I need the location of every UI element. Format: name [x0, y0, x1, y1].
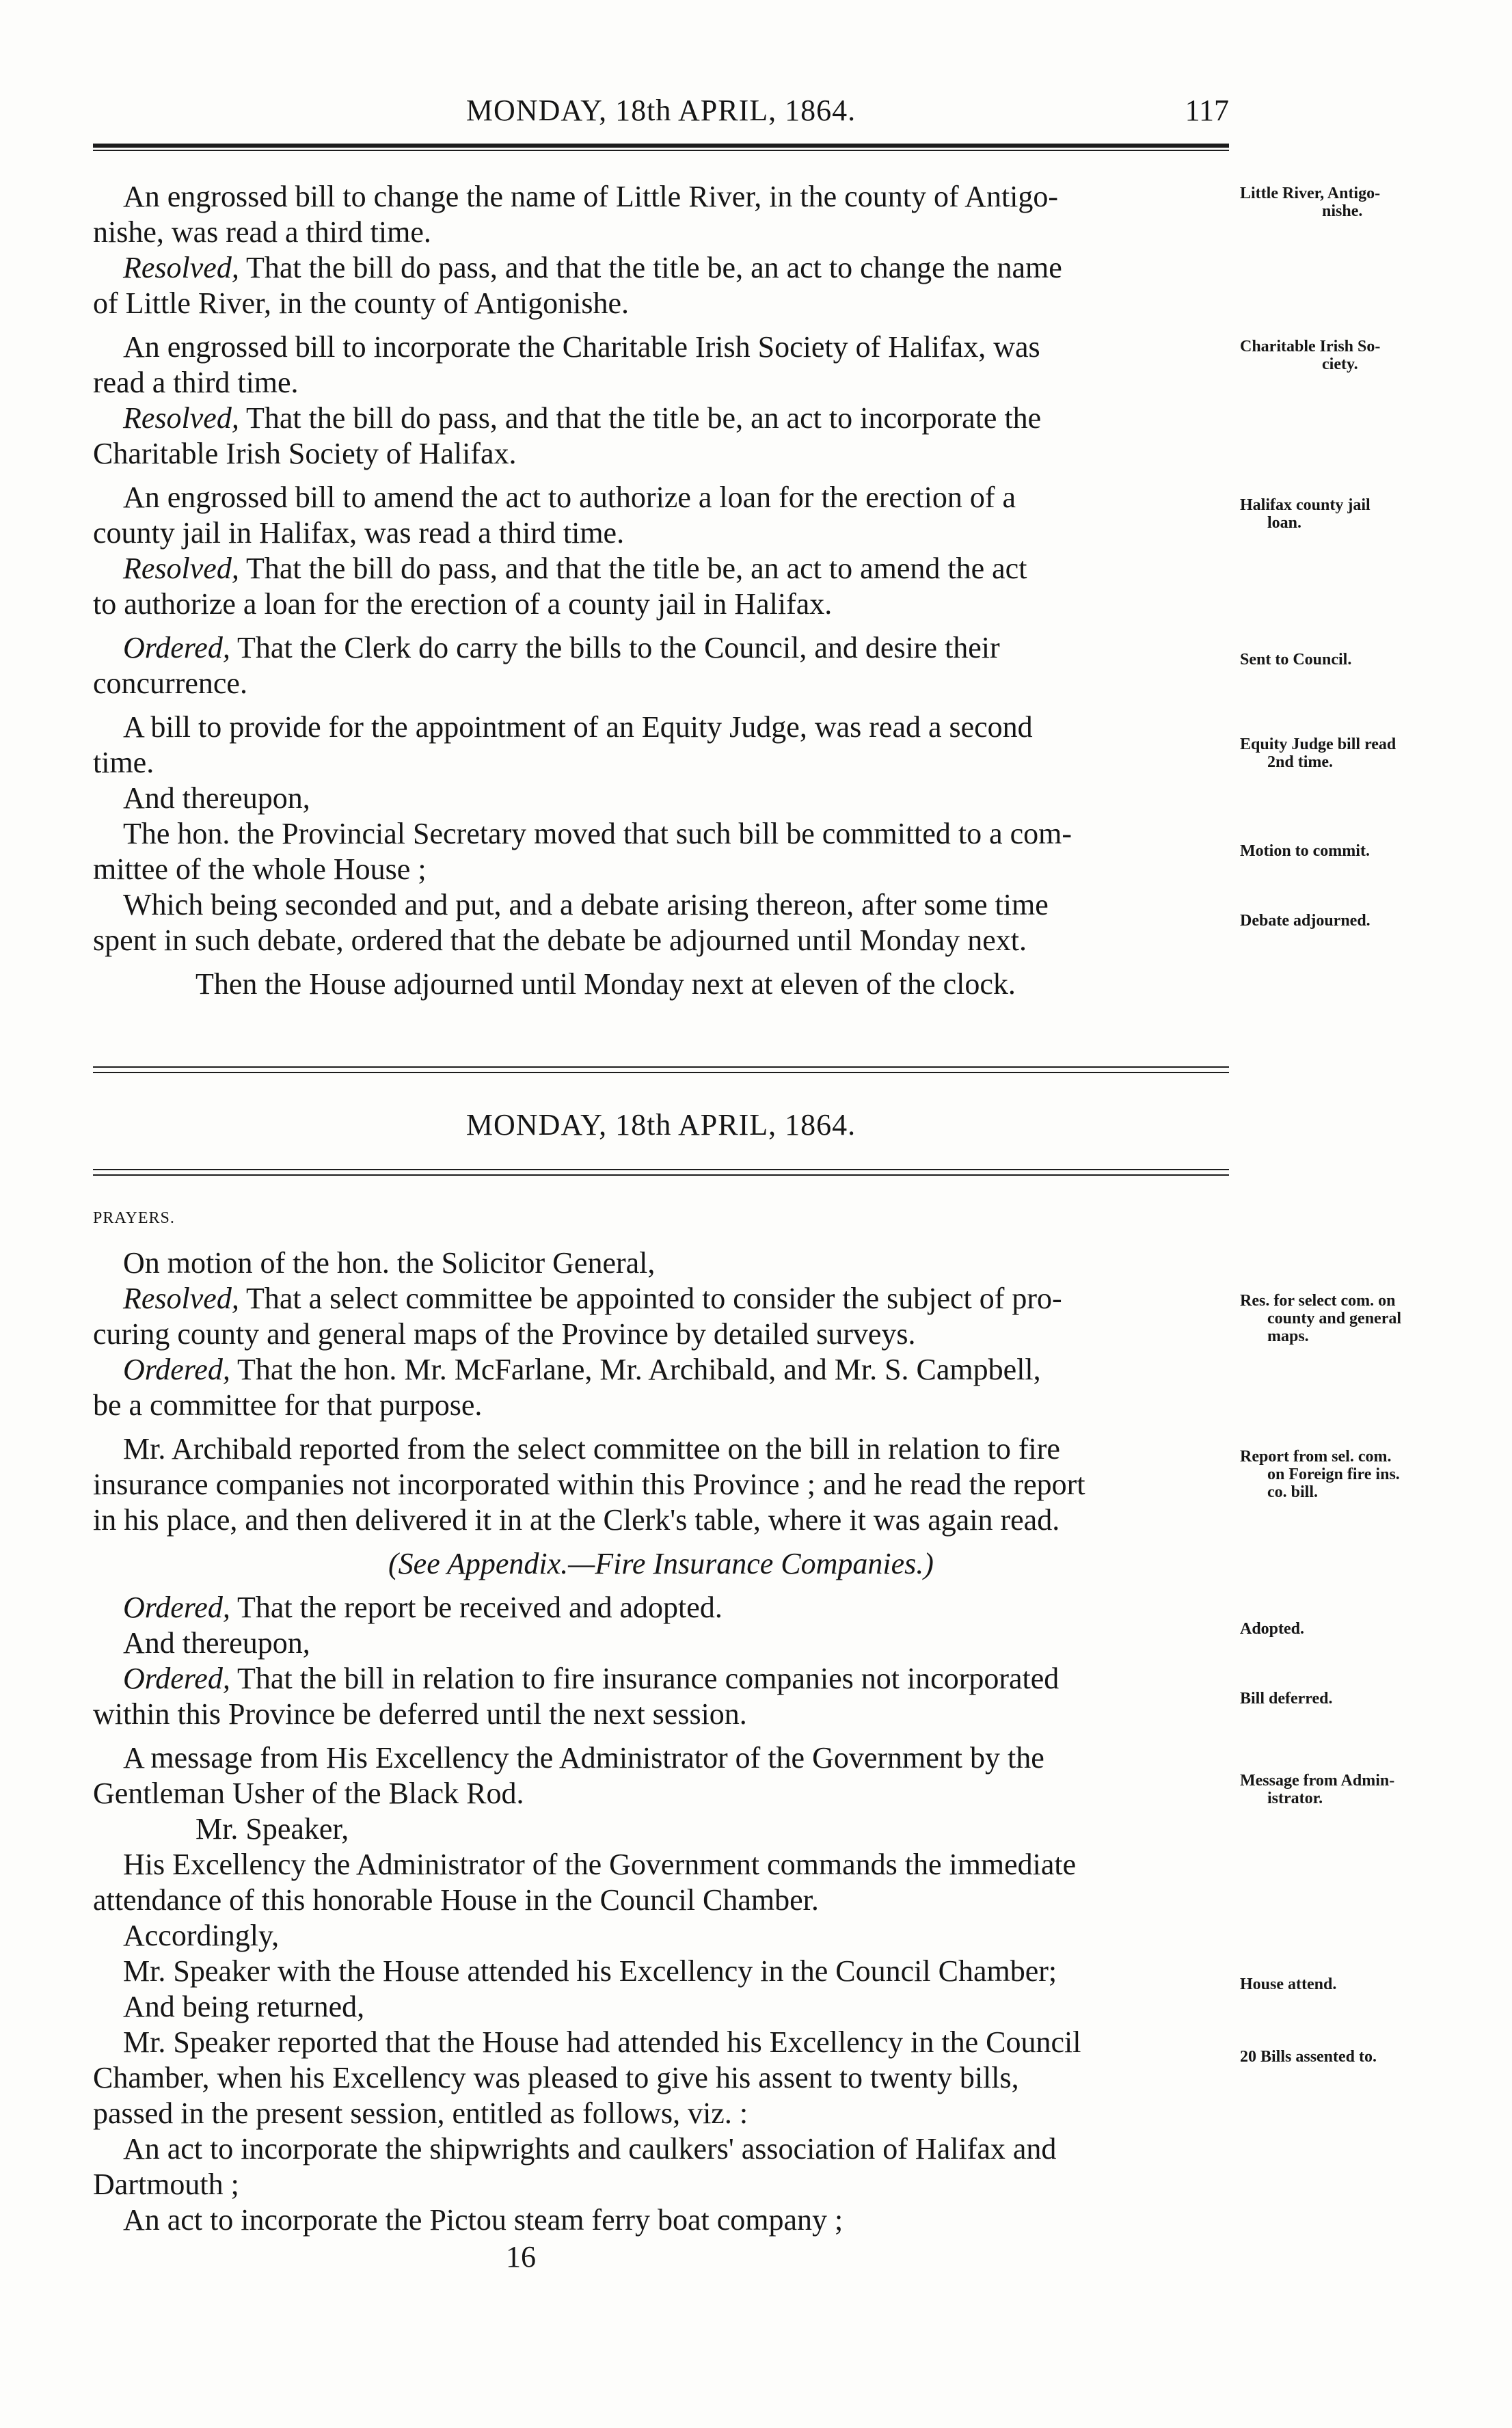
proceedings-part-1	[93, 179, 1229, 1002]
paragraph: An act to incorporate the shipwrights and caulkers' association of Halifax and Dartmouth ;	[93, 2132, 1057, 2201]
section-rule-3	[93, 1169, 1229, 1170]
paragraph: On motion of the hon. the Solicitor General,	[123, 1246, 656, 1280]
paragraph: The hon. the Provincial Secretary moved that such bill be committed to a com- mittee of the whole House ;	[93, 817, 1072, 886]
section-rule-2	[93, 1072, 1229, 1073]
page-number: 117	[1185, 94, 1229, 127]
margin-note: Adopted.	[1240, 1620, 1305, 1638]
paragraph: Which being seconded and put, and a debate arising thereon, after some time spent in such debate, ordered that the debate be adjourned until Monday next.	[93, 888, 1049, 957]
margin-note: Res. for select com. on county and general maps.	[1240, 1292, 1402, 1345]
margin-note: Message from Admin- istrator.	[1240, 1772, 1395, 1807]
paragraph: Mr. Speaker,	[195, 1812, 349, 1846]
page-header	[93, 93, 1229, 141]
paragraph: An engrossed bill to change the name of Little River, in the county of Antigo- nishe, was read a third time.	[93, 180, 1059, 249]
margin-note: Motion to commit.	[1240, 842, 1370, 860]
margin-note: Debate adjourned.	[1240, 912, 1371, 930]
paragraph: His Excellency the Administrator of the Government commands the immediate attendance of this honorable House in the Council Chamber.	[93, 1848, 1077, 1917]
paragraph: A message from His Excellency the Administrator of the Government by the Gentleman Usher of the Black Rod.	[93, 1741, 1044, 1810]
header-rule	[93, 144, 1229, 148]
margin-note: Sent to Council.	[1240, 651, 1352, 669]
margin-note: Halifax county jail loan.	[1240, 496, 1371, 532]
paragraph: Resolved, That a select committee be appointed to consider the subject of pro- curing county and general maps of the Province by detailed surveys.	[93, 1282, 1062, 1351]
paragraph: And thereupon,	[123, 1626, 310, 1660]
margin-note: Report from sel. com. on Foreign fire ins. co. bill.	[1240, 1448, 1400, 1501]
margin-note: 20 Bills assented to.	[1240, 2048, 1377, 2066]
paragraph: Mr. Speaker reported that the House had attended his Excellency in the Council Chamber, when his Excellency was pleased to give his assent to twenty bills, passed in the present session, entitled as follows, viz. :	[93, 2025, 1081, 2130]
paragraph: A bill to provide for the appointment of an Equity Judge, was read a second time.	[93, 710, 1033, 779]
paragraph: Ordered, That the Clerk do carry the bills to the Council, and desire their concurrence.	[93, 631, 1000, 700]
section-rule	[93, 1066, 1229, 1068]
paragraph: Resolved, That the bill do pass, and that the title be, an act to incorporate the Charitable Irish Society of Halifax.	[93, 401, 1042, 470]
margin-note: Bill deferred.	[1240, 1690, 1333, 1708]
paragraph: Ordered, That the report be received and adopted.	[123, 1591, 723, 1624]
paragraph: Then the House adjourned until Monday next at eleven of the clock.	[195, 967, 1016, 1001]
header-rule-thin	[93, 150, 1229, 151]
margin-note: Little River, Antigo- nishe.	[1240, 185, 1381, 220]
margin-note: Equity Judge bill read 2nd time.	[1240, 736, 1396, 771]
appendix-reference: (See Appendix.—Fire Insurance Companies.)	[388, 1547, 934, 1580]
paragraph: Resolved, That the bill do pass, and that the title be, an act to change the name of Little River, in the county of Antigonishe.	[93, 251, 1062, 320]
margin-note: Charitable Irish So- ciety.	[1240, 338, 1381, 373]
section-rule-4	[93, 1174, 1229, 1176]
paragraph: Mr. Speaker with the House attended his Excellency in the Council Chamber;	[123, 1954, 1057, 1988]
paragraph: Ordered, That the hon. Mr. McFarlane, Mr. Archibald, and Mr. S. Campbell, be a committee for that purpose.	[93, 1353, 1041, 1422]
paragraph: Accordingly,	[123, 1919, 280, 1952]
paragraph: Mr. Archibald reported from the select committee on the bill in relation to fire insurance companies not incorporated within this Province ; and he read the report in his place, and then delivered it in at the Clerk's table, where it was again read.	[93, 1432, 1085, 1537]
paragraph: And being returned,	[123, 1990, 365, 2023]
paragraph: An engrossed bill to incorporate the Charitable Irish Society of Halifax, was read a third time.	[93, 330, 1040, 399]
prayers-label: PRAYERS.	[93, 1209, 175, 1227]
paragraph: Resolved, That the bill do pass, and that the title be, an act to amend the act to authorize a loan for the erection of a county jail in Halifax.	[93, 552, 1027, 621]
paragraph: Ordered, That the bill in relation to fire insurance companies not incorporated within this Province be deferred until the next session.	[93, 1662, 1059, 1731]
paragraph: An act to incorporate the Pictou steam ferry boat company ;	[123, 2203, 843, 2237]
margin-note: House attend.	[1240, 1975, 1337, 1993]
signature-mark: 16	[506, 2240, 536, 2274]
paragraph: An engrossed bill to amend the act to authorize a loan for the erection of a county jail in Halifax, was read a third time.	[93, 481, 1016, 550]
paragraph: And thereupon,	[123, 781, 310, 815]
running-title: MONDAY, 18th APRIL, 1864.	[465, 94, 856, 127]
section-title: MONDAY, 18th APRIL, 1864.	[465, 1108, 856, 1142]
proceedings-part-2	[93, 1200, 1229, 2238]
